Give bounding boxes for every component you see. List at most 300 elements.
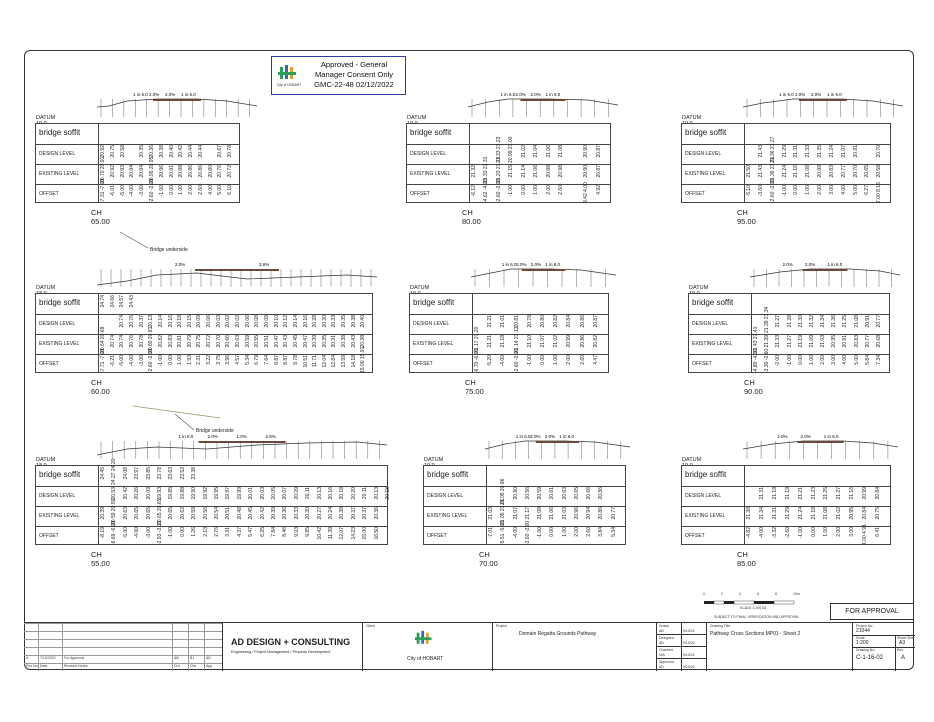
row-label: bridge soffit: [413, 298, 455, 307]
date3: 9/10/22: [683, 653, 695, 657]
row-label: OFFSET: [685, 191, 705, 197]
cell-value: 20.40: [360, 315, 367, 328]
cell-value: 4.92: [595, 185, 602, 195]
cell-value: -4.00: [134, 527, 141, 539]
cell-value: 9.03: [293, 527, 300, 537]
drawing-no-label: Drawing No.: [856, 648, 876, 652]
cell-value: 4.37: [236, 527, 243, 537]
cell-value: 20.59: [244, 335, 251, 348]
cell-value: -1.00: [537, 527, 544, 539]
revision-value-date: 7/10/2022: [40, 656, 56, 660]
cell-value: 20.87: [595, 145, 602, 158]
cell-value: 21.33 21.23: [495, 136, 502, 163]
cell-value: 24.08: [122, 467, 129, 480]
row-label: DESIGN LEVEL: [427, 493, 464, 499]
row-label: DESIGN LEVEL: [39, 321, 76, 327]
row-label: OFFSET: [39, 191, 59, 197]
cell-value: 24.74: [100, 295, 106, 308]
cell-value: -4.00: [758, 527, 765, 539]
cell-value: 23.78: [157, 467, 163, 480]
cell-value: 10.51: [302, 355, 309, 368]
cell-value: 20.54: [214, 507, 220, 520]
cell-value: 21.24: [828, 145, 835, 158]
cell-value: 21.08: [805, 165, 812, 178]
cell-value: 20.10: [273, 315, 280, 328]
cell-value: -2.60: [784, 527, 791, 539]
cell-value: 20.74: [119, 335, 126, 348]
cell-value: 5.84: [864, 355, 871, 365]
cell-value: 20.45: [248, 507, 255, 520]
row-label: OFFSET: [39, 533, 59, 539]
cell-value: 20.20: [350, 487, 357, 500]
cell-value: 21.08: [823, 507, 830, 520]
sheet-size-label: Sheet Size: [897, 636, 914, 640]
cell-value: 20.16: [328, 487, 334, 500]
bridge-underside-note-1: Bridge underside: [150, 247, 188, 253]
drawing-no: C-1-16-02: [856, 655, 884, 661]
cell-value: 20.09: [263, 315, 270, 328]
cell-value: 20.12: [283, 315, 290, 328]
cell-value: 20.27: [316, 507, 323, 520]
grade-label: 1 in 6.0: [823, 434, 839, 439]
cell-value: 23.52: [179, 467, 186, 480]
cell-value: -7.31 -7.00: [100, 178, 106, 203]
cell-value: 21.03: [561, 507, 568, 520]
cell-value: 0.00: [167, 355, 174, 365]
cell-value: 20.58: [119, 145, 126, 158]
cell-value: 20.28: [312, 315, 319, 328]
cell-value: 12.04: [321, 355, 328, 368]
cell-value: 21.32: [471, 165, 477, 178]
cell-value: 19.97: [225, 487, 232, 500]
cell-value: 21.08: [558, 145, 565, 158]
row-label: DESIGN LEVEL: [692, 321, 729, 327]
grade-label: 1 in 6.0: [501, 262, 517, 267]
cell-value: 20.63: [122, 507, 129, 520]
grade-label: 2.0%: [165, 92, 176, 97]
company-name: AD DESIGN + CONSULTING: [231, 637, 351, 647]
cell-value: 20.56: [524, 487, 531, 500]
cell-value: -6.69 -6.00: [111, 520, 118, 545]
cell-value: 21.06: [533, 165, 540, 178]
cell-value: 20.48: [236, 507, 243, 520]
revision-grid-col: [204, 623, 205, 671]
row-label: EXISTING LEVEL: [39, 341, 80, 347]
grade-label: 1 in 6.0: [181, 92, 196, 97]
grade-label: 1 in 6.0: [133, 92, 148, 97]
chainage-label: CH 80.00: [462, 208, 481, 226]
grade-label: 2.0%: [516, 262, 527, 267]
cell-value: 20.84: [862, 507, 869, 520]
cell-value: 21.10: [526, 335, 533, 348]
cell-value: 20.96: [573, 507, 580, 520]
cell-value: 20.62: [179, 507, 186, 520]
for-approval-label: FOR APPROVAL: [830, 603, 914, 620]
cell-value: 21.31: [758, 487, 765, 500]
cell-value: 20.82: [592, 335, 599, 348]
cell-value: 20.81: [177, 335, 184, 348]
cell-value: 1.00: [177, 355, 184, 365]
cell-value: 19.95: [214, 487, 220, 500]
cell-value: 20.30: [321, 315, 328, 328]
chainage-label: CH 65.00: [91, 208, 110, 226]
grade-label: 2.0%: [800, 434, 811, 439]
row-label: DESIGN LEVEL: [39, 493, 76, 499]
cell-value: 20.36: [373, 507, 380, 520]
cell-value: -3.32: [771, 527, 778, 539]
approved-label: Approved: [659, 660, 674, 664]
cell-value: 20.84: [875, 487, 882, 500]
cell-value: 20.06: [244, 315, 251, 328]
cell-value: 21.15: [508, 165, 515, 178]
chainage-label: CH 75.00: [465, 378, 484, 396]
cell-value: 20.93: [119, 165, 126, 178]
project-block: [492, 623, 657, 671]
cell-value: -1.00: [526, 355, 533, 367]
cell-value: 21.36: [831, 315, 838, 328]
row-label: DESIGN LEVEL: [685, 493, 722, 499]
cell-value: 20.38: [339, 507, 346, 520]
revision-header-rev: Rev No.: [26, 664, 39, 668]
cell-value: 20.75: [196, 335, 203, 348]
chainage-label: CH 70.00: [479, 550, 498, 568]
cell-value: 21.16: [793, 165, 800, 178]
cell-value: 2.00: [188, 185, 195, 195]
cell-value: 23.38: [191, 467, 198, 480]
cell-value: 21.19: [784, 487, 791, 500]
cell-value: 20.65: [145, 507, 152, 520]
cell-value: 20.84: [566, 315, 573, 328]
cell-value: 3.00: [831, 355, 838, 365]
bridge-underside-note-2: Bridge underside: [196, 428, 234, 434]
row-label: EXISTING LEVEL: [413, 341, 454, 347]
cell-value: 21.07: [540, 335, 546, 348]
cell-value: 9.78: [292, 355, 299, 365]
cell-value: -3.00: [138, 355, 145, 367]
cell-value: 21.03: [820, 335, 826, 348]
cell-value: 21.27: [775, 315, 782, 328]
cell-value: 3.96: [225, 355, 232, 365]
svg-text:City of HOBART: City of HOBART: [277, 83, 301, 87]
cell-value: 20.96: [158, 165, 165, 178]
row-label: OFFSET: [410, 191, 430, 197]
revision-header-by: Drn: [174, 664, 180, 668]
cell-value: 3.22: [206, 355, 213, 365]
cell-value: 4.00 4.91: [862, 524, 869, 545]
project-no: 21044: [856, 628, 870, 634]
cell-value: 0.00: [797, 355, 804, 365]
cell-value: 20.33: [331, 315, 338, 328]
cell-value: 20.86: [579, 315, 586, 328]
cell-value: 20.18: [177, 315, 184, 328]
cell-value: 24.66: [109, 295, 116, 308]
revision-grid-col: [38, 623, 39, 671]
cell-value: 20.82: [157, 335, 164, 348]
cell-value: -2.00: [775, 355, 782, 367]
cell-value: 20.86: [598, 487, 605, 500]
grade-label: 1 in 6.0: [515, 434, 531, 439]
cell-value: 20.13: [316, 487, 323, 500]
cell-value: 20.53: [111, 487, 118, 500]
cell-value: 20.79: [186, 335, 193, 348]
cell-value: 12.07: [339, 527, 346, 540]
cell-value: 21.38: [746, 507, 752, 520]
row-label: OFFSET: [413, 361, 433, 367]
cell-value: 23.63: [168, 467, 175, 480]
cell-value: 20.86: [598, 507, 605, 520]
cell-value: 20.09: [145, 487, 152, 500]
cell-value: 20.42: [178, 145, 185, 158]
cell-value: 21.19: [771, 487, 778, 500]
grade-label: 2.0%: [811, 92, 822, 97]
cell-value: -1.00: [157, 355, 164, 367]
cell-value: 21.34: [758, 507, 765, 520]
cell-value: -4.62 -4.00: [483, 178, 490, 203]
cell-value: 20.44: [188, 145, 195, 158]
scale-tick-label: 10m: [793, 592, 800, 596]
cell-value: 20.65: [168, 507, 175, 520]
cell-value: 20.38: [341, 335, 348, 348]
cell-value: 20.24: [328, 507, 334, 520]
cell-value: 21.06: [549, 507, 556, 520]
cell-value: 21.39 21.34: [764, 306, 771, 333]
cell-value: -6.12: [471, 185, 477, 197]
cell-value: 20.37: [138, 315, 145, 328]
cell-value: 20.91: [842, 335, 849, 348]
cell-value: 21.30: [797, 315, 804, 328]
datum-label: DATUM: [682, 457, 702, 463]
cell-value: 20.14: [292, 315, 299, 328]
cell-value: 21.05 21.06: [500, 498, 507, 525]
cell-value: 20.92: [100, 145, 106, 158]
chainage-label: CH 95.00: [737, 208, 756, 226]
cell-value: 21.36 21.31: [769, 156, 776, 183]
cell-value: -5.20: [487, 355, 494, 367]
cell-value: 20.45: [292, 335, 299, 348]
cell-value: 20.06: [206, 315, 213, 328]
cell-value: 20.70: [876, 145, 883, 158]
date4: 9/10/22: [683, 665, 695, 669]
cell-value: 21.29: [781, 145, 788, 158]
cell-value: 3.84: [598, 527, 605, 537]
sheet-size: A3: [899, 640, 906, 646]
cell-value: 20.65: [573, 487, 580, 500]
cell-value: 4.00: [842, 355, 849, 365]
client-block: [362, 623, 493, 671]
row-label: bridge soffit: [39, 128, 81, 137]
cell-value: -4.80 -4.00: [753, 348, 759, 373]
grade-label: 2.0%: [530, 262, 542, 267]
cell-value: 20.13: [373, 487, 380, 500]
cell-value: 20.83: [167, 335, 174, 348]
cell-value: 0.00: [520, 185, 527, 195]
cell-value: 21.06: [545, 145, 552, 158]
cell-value: 2.00: [817, 185, 823, 195]
row-label: OFFSET: [427, 533, 447, 539]
revision-grid-col: [188, 623, 189, 671]
revision-grid-line: [24, 647, 222, 648]
cell-value: 20.76: [128, 335, 135, 348]
cell-value: 21.09: [808, 335, 815, 348]
datum-label: DATUM: [689, 285, 709, 291]
cell-value: 1.00: [561, 527, 568, 537]
cell-value: 20.03: [215, 315, 222, 328]
cell-value: 20.70: [215, 335, 222, 348]
cell-value: -3.60: [757, 185, 764, 197]
cell-value: 21.23: [810, 487, 817, 500]
cell-value: 13.59: [341, 355, 348, 368]
cell-value: 20.05: [271, 487, 277, 500]
cell-value: 20.37: [362, 507, 369, 520]
cell-value: 20.72: [227, 165, 234, 178]
cell-value: 20.63: [235, 335, 241, 348]
revision-grid-col: [172, 623, 173, 671]
cell-value: 7.34: [875, 355, 882, 365]
cell-value: 20.78: [138, 335, 145, 348]
grade-label: 1 in 6.0: [827, 262, 843, 267]
cell-value: 19.99: [236, 487, 243, 500]
cell-value: 20.16: [302, 315, 309, 328]
scale-tick-label: 0: [703, 592, 705, 596]
designed-label: Designed: [659, 636, 674, 640]
cell-value: 20.65: [134, 507, 141, 520]
cell-value: 20.02: [235, 315, 241, 328]
cell-value: 21.43 21.41: [753, 326, 759, 353]
row-label: EXISTING LEVEL: [427, 513, 468, 519]
cell-value: 21.02: [836, 507, 843, 520]
cell-value: 20.95: [849, 507, 856, 520]
cell-value: 20.88: [178, 165, 185, 178]
row-label: bridge soffit: [410, 128, 452, 137]
cell-value: 20.70: [852, 165, 859, 178]
cell-value: 20.91: [852, 145, 859, 158]
chainage-label: CH 85.00: [737, 550, 756, 568]
cell-value: 15.00 15.91: [360, 346, 367, 373]
cell-value: -2.93 -2.33: [157, 520, 163, 545]
row-label: OFFSET: [39, 361, 59, 367]
cell-value: 20.99 21.00: [508, 136, 515, 163]
cell-value: 20.37: [350, 507, 357, 520]
cell-value: 20.01: [248, 487, 255, 500]
cell-value: 20.07: [282, 487, 289, 500]
cell-value: -3.00: [139, 185, 146, 197]
cell-value: 19.92: [202, 487, 209, 500]
cell-value: 21.27: [786, 335, 793, 348]
cell-value: 7.00 8.15: [876, 182, 883, 203]
client-label: Client: [366, 624, 375, 628]
row-label: OFFSET: [692, 361, 712, 367]
cell-value: 1.00: [178, 185, 185, 195]
cell-value: 24.45: [100, 467, 106, 480]
cell-value: 24.27 24.20: [111, 458, 118, 485]
row-label: EXISTING LEVEL: [39, 171, 80, 177]
cell-value: 20.59 20.59: [111, 498, 118, 525]
cell-value: 19.90: [191, 487, 198, 500]
cell-value: 20.35: [321, 335, 328, 348]
cell-value: 20.70 20.91: [100, 156, 106, 183]
cell-value: 21.17: [524, 507, 531, 520]
cell-value: 21.07: [512, 507, 519, 520]
cell-value: 21.05 20.96: [500, 478, 507, 505]
cell-value: 21.43: [757, 145, 764, 158]
cell-value: 20.99: [817, 165, 823, 178]
cell-value: 7.84: [271, 527, 277, 537]
cell-value: 2.00: [545, 185, 552, 195]
revision-header-app: App: [206, 664, 213, 668]
cell-value: -4.00: [128, 355, 135, 367]
cell-value: 3.31: [225, 527, 232, 537]
cell-value: 20.55: [254, 335, 261, 348]
revision-value-by: AB: [174, 656, 179, 660]
scale-tick-label: 4: [739, 592, 741, 596]
rev-label: Rev: [897, 648, 904, 652]
cell-value: 20.14: [157, 315, 164, 328]
cell-value: 21.33: [775, 335, 782, 348]
grade-label: 2.0%: [530, 92, 541, 97]
row-label: OFFSET: [685, 533, 705, 539]
cell-value: 20.59: [537, 487, 544, 500]
revision-grid-line: [24, 631, 222, 632]
cell-value: 21.21: [487, 335, 494, 348]
cell-value: -4.82: [746, 527, 752, 539]
cell-value: 21.34: [820, 315, 826, 328]
cell-value: 20.81: [513, 315, 520, 328]
grade-label: 2.0%: [207, 434, 218, 439]
cell-value: -3.00: [145, 527, 152, 539]
cell-value: 20.65 20.65: [157, 498, 163, 525]
cell-value: 20.63: [561, 487, 568, 500]
row-label: bridge soffit: [685, 128, 727, 137]
cell-value: 5.47: [248, 527, 255, 537]
cell-value: -1.00: [508, 185, 515, 197]
cell-value: 21.31: [771, 507, 778, 520]
cell-value: 20.51: [263, 335, 270, 348]
cell-value: 20.98: [545, 165, 552, 178]
cell-value: -8.19: [100, 527, 106, 539]
project-no-label: Project No.: [856, 624, 874, 628]
cell-value: 12.84: [331, 355, 338, 368]
cell-value: 20.67: [217, 145, 224, 158]
grade-label: 2.8%: [265, 434, 276, 439]
cell-value: 20.78: [227, 145, 234, 158]
cell-value: 20.35: [139, 145, 146, 158]
cell-value: -2.60 -2.00: [495, 178, 502, 203]
cell-value: -7.71 -7.00: [100, 348, 106, 373]
cell-value: 3.00: [828, 185, 835, 195]
company-block: [222, 623, 363, 671]
cell-value: 20.86: [197, 165, 204, 178]
row-label: DESIGN LEVEL: [413, 321, 450, 327]
cell-value: 21.31: [793, 145, 800, 158]
cell-value: 21.24: [781, 165, 788, 178]
cell-value: 20.56: [202, 507, 209, 520]
cell-value: 2.00: [566, 355, 573, 365]
cell-value: -1.00: [781, 185, 788, 197]
cell-value: 7.64: [263, 355, 270, 365]
drawing-title-label: Drawing Title: [710, 624, 731, 628]
grade-label: 1 in 6.0: [545, 262, 561, 267]
cell-value: -6.21: [109, 355, 116, 367]
cell-value: 20.75: [875, 507, 882, 520]
grade-label: 1 in 6.0: [500, 92, 516, 97]
cell-value: 20.09: [293, 487, 300, 500]
row-label: bridge soffit: [692, 298, 734, 307]
cell-value: 2.60: [197, 185, 204, 195]
cell-value: 21.04: [533, 145, 540, 158]
cell-value: -5.00: [122, 527, 129, 539]
cell-value: 20.15: [186, 315, 193, 328]
revision-value-chk: BJ: [190, 656, 195, 660]
